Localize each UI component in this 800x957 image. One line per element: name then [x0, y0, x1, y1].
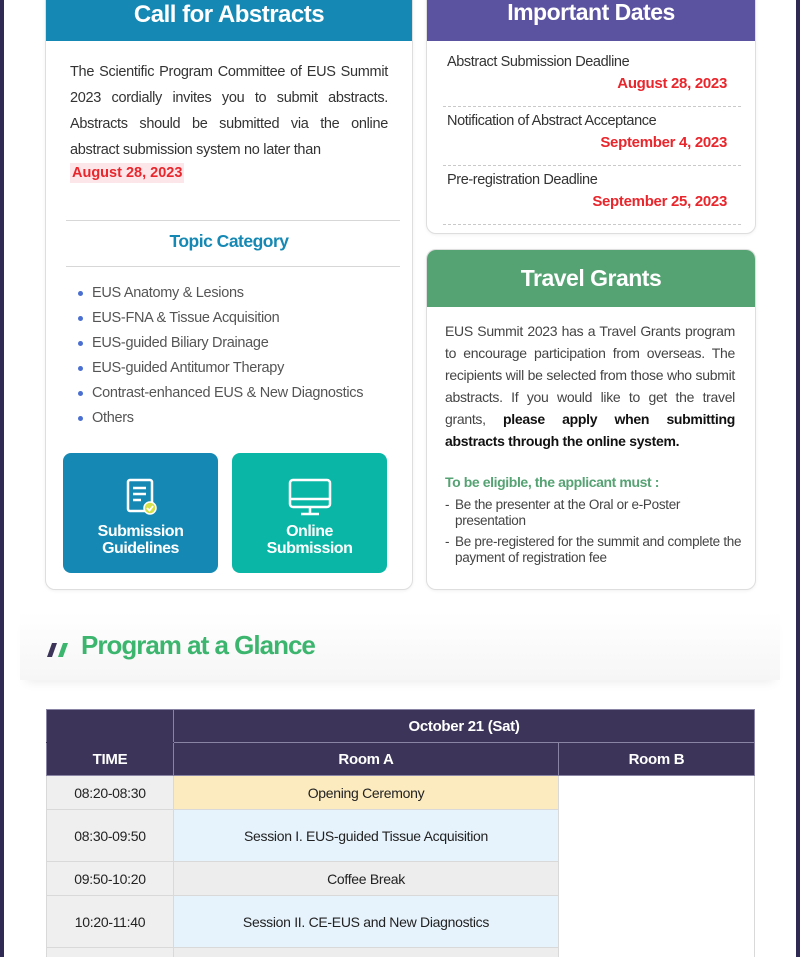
date-value: September 4, 2023: [600, 134, 727, 151]
bullet-icon: [78, 316, 83, 321]
call-for-abstracts-title: Call for Abstracts: [46, 0, 412, 41]
time-cell: 08:30-09:50: [47, 810, 174, 862]
time-column-header: TIME: [47, 743, 174, 776]
date-value: September 25, 2023: [592, 193, 727, 210]
room-a-column-header: Room A: [174, 743, 559, 776]
session-cell: Coffee Break: [174, 862, 559, 896]
date-row: [443, 113, 741, 166]
date-value: August 28, 2023: [617, 75, 727, 92]
divider: [66, 220, 400, 221]
bullet-icon: [78, 366, 83, 371]
session-cell: [174, 948, 559, 957]
eligibility-item: - Be the presenter at the Oral or e-Poster presentation: [445, 497, 681, 528]
page: [4, 0, 796, 957]
time-cell: 10:20-11:40: [47, 896, 174, 948]
date-label: Abstract Submission Deadline: [447, 54, 630, 70]
session-cell: Session II. CE-EUS and New Diagnostics: [174, 896, 559, 948]
topic-item: EUS-FNA & Tissue Acquisition: [76, 306, 363, 331]
bullet-icon: [78, 416, 83, 421]
room-b-column-header: Room B: [559, 743, 755, 776]
date-row: [443, 54, 741, 107]
double-slash-icon: [47, 643, 71, 662]
time-cell: 09:50-10:20: [47, 862, 174, 896]
document-check-icon: [63, 477, 218, 521]
table-header-empty: [47, 710, 174, 743]
topic-item: EUS-guided Biliary Drainage: [76, 331, 363, 356]
program-table: [46, 709, 755, 957]
bullet-icon: [78, 391, 83, 396]
date-label: Notification of Abstract Acceptance: [447, 113, 657, 129]
program-date-header: October 21 (Sat): [174, 710, 755, 743]
bullet-icon: [78, 341, 83, 346]
call-for-abstracts-body: The Scientific Program Committee of EUS Summit 2023 cordially invites you to submit abstracts. Abstracts should be submitted via the online abstract submission system no later than: [70, 64, 388, 158]
travel-grants-title: Travel Grants: [427, 250, 755, 307]
eligibility-list: [445, 497, 745, 571]
bullet-icon: [78, 291, 83, 296]
date-row: [443, 172, 741, 225]
submission-guidelines-button[interactable]: Submission Guidelines: [63, 453, 218, 573]
abstract-deadline-highlight: August 28, 2023: [72, 165, 183, 181]
program-section-title: Program at a Glance: [81, 630, 315, 660]
session-cell: Opening Ceremony: [174, 776, 559, 810]
call-for-abstracts-card: [45, 0, 413, 590]
travel-grants-card: [426, 249, 756, 590]
topic-item: Contrast-enhanced EUS & New Diagnostics: [76, 381, 363, 406]
travel-grants-body: EUS Summit 2023 has a Travel Grants program to encourage participation from overseas. The recipients will be selected from those who submit abstracts. If you would like to get the travel grants, please apply when submitting abstracts through the online system.: [445, 323, 735, 449]
eligibility-title: To be eligible, the applicant must :: [445, 474, 660, 490]
online-submission-button[interactable]: Online Submission: [232, 453, 387, 573]
monitor-icon: [232, 477, 387, 521]
important-dates-title: Important Dates: [427, 0, 755, 41]
important-dates-card: [426, 0, 756, 234]
topic-list: [76, 281, 363, 431]
topic-item: EUS-guided Antitumor Therapy: [76, 356, 363, 381]
room-b-cell: [559, 776, 755, 957]
table-row: [47, 776, 755, 810]
time-cell: 08:20-08:30: [47, 776, 174, 810]
divider: [66, 266, 400, 267]
time-cell: [47, 948, 174, 957]
date-label: Pre-registration Deadline: [447, 172, 598, 188]
travel-grants-apply-note: please apply when submitting abstracts through the online system.: [445, 411, 735, 449]
eligibility-item: - Be pre-registered for the summit and complete the payment of registration fee: [445, 534, 742, 565]
topic-category-title: Topic Category: [169, 231, 289, 251]
session-cell: Session I. EUS-guided Tissue Acquisition: [174, 810, 559, 862]
topic-item: EUS Anatomy & Lesions: [76, 281, 363, 306]
topic-item: Others: [76, 406, 363, 431]
